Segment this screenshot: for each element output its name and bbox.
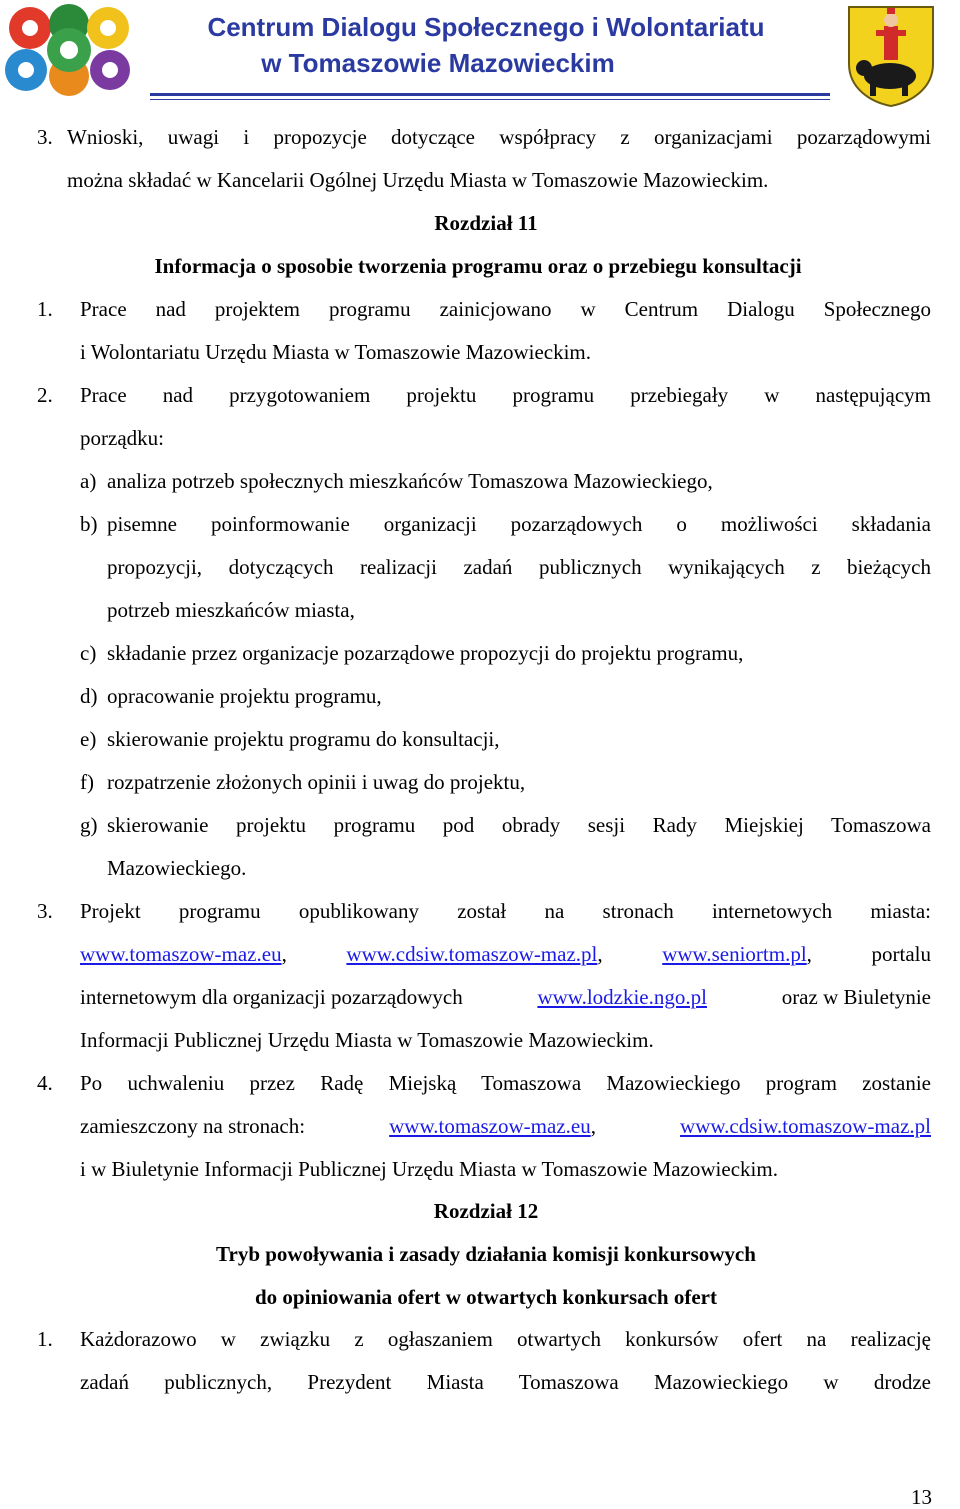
item-number: 4. (37, 1071, 53, 1095)
organization-name-line2: w Tomaszowie Mazowieckim (261, 48, 615, 78)
link-tomaszow-maz[interactable]: www.tomaszow-maz.eu (80, 942, 282, 966)
chapter-heading: Rozdział 12 (433, 1199, 539, 1223)
list-label: d) (80, 684, 98, 708)
list-label: b) (80, 512, 98, 536)
paragraph-line: i w Biuletynie Informacji Publicznej Urzędu Miasta w Tomaszowie Mazowieckim. (80, 1157, 778, 1181)
page-header (0, 0, 960, 110)
item-number: 3. (37, 125, 53, 149)
chapter-title: Tryb powoływania i zasady działania komisji konkursowych (216, 1242, 756, 1266)
paragraph-line: Wnioski, uwagi i propozycje dotyczące współpracy z organizacjami pozarządowymi (67, 125, 931, 149)
link-seniortm[interactable]: www.seniortm.pl (662, 942, 807, 966)
paragraph-line: Po uchwaleniu przez Radę Miejską Tomaszowa Mazowieckiego program zostanie (80, 1071, 931, 1095)
paragraph-line: Prace nad projektem programu zainicjowano w Centrum Dialogu Społecznego (80, 297, 931, 321)
list-label: e) (80, 727, 97, 751)
list-label: a) (80, 469, 97, 493)
list-item: pisemne poinformowanie organizacji pozarządowych o możliwości składania (107, 512, 931, 536)
paragraph-line: Każdorazowo w związku z ogłaszaniem otwartych konkursów ofert na realizację (80, 1327, 931, 1351)
paragraph-line: Informacji Publicznej Urzędu Miasta w Tomaszowie Mazowieckim. (80, 1028, 654, 1052)
list-label: g) (80, 813, 98, 837)
list-item: skierowanie projektu programu do konsultacji, (107, 727, 500, 751)
item-number: 1. (37, 1327, 53, 1351)
list-item: opracowanie projektu programu, (107, 684, 382, 708)
link-tomaszow-maz[interactable]: www.tomaszow-maz.eu (389, 1114, 591, 1138)
organization-name-line1: Centrum Dialogu Społecznego i Wolontariatu (207, 12, 765, 42)
paragraph-text: portalu (871, 942, 931, 966)
link-lodzkie-ngo[interactable]: www.lodzkie.ngo.pl (537, 985, 707, 1009)
city-coat-of-arms-icon (846, 4, 936, 108)
paragraph-line-links: zamieszczony na stronach: www.tomaszow-maz.eu, www.cdsiw.tomaszow-maz.pl (80, 1114, 931, 1138)
paragraph-line: i Wolontariatu Urzędu Miasta w Tomaszowie Mazowieckim. (80, 340, 592, 364)
item-number: 2. (37, 383, 53, 407)
page-number: 13 (911, 1485, 932, 1509)
header-rule-thick (150, 93, 830, 96)
paragraph-line: Projekt programu opublikowany został na stronach internetowych miasta: (80, 899, 931, 923)
link-cdsiw[interactable]: www.cdsiw.tomaszow-maz.pl (680, 1114, 931, 1138)
list-label: f) (80, 770, 94, 794)
paragraph-text: internetowym dla organizacji pozarządowych (80, 985, 463, 1009)
list-label: c) (80, 641, 97, 665)
paragraph-line: zadań publicznych, Prezydent Miasta Tomaszowa Mazowieckiego w drodze (80, 1370, 931, 1394)
chapter-title: do opiniowania ofert w otwartych konkursach ofert (255, 1285, 717, 1309)
list-item: skierowanie projektu programu pod obrady sesji Rady Miejskiej Tomaszowa (107, 813, 931, 837)
paragraph-line: można składać w Kancelarii Ogólnej Urzędu Miasta w Tomaszowie Mazowieckim. (67, 168, 769, 192)
chapter-title: Informacja o sposobie tworzenia programu oraz o przebiegu konsultacji (154, 254, 802, 278)
list-item-continuation: potrzeb mieszkańców miasta, (107, 598, 355, 622)
paragraph-text: oraz w Biuletynie (781, 985, 931, 1009)
list-item-continuation: Mazowieckiego. (107, 856, 247, 880)
paragraph-line: Prace nad przygotowaniem projektu programu przebiegały w następującym (80, 383, 931, 407)
link-cdsiw[interactable]: www.cdsiw.tomaszow-maz.pl (346, 942, 598, 966)
paragraph-line: porządku: (80, 426, 164, 450)
paragraph-line-links (80, 984, 931, 1010)
item-number: 1. (37, 297, 53, 321)
paragraph-line-links: www.tomaszow-maz.eu, www.cdsiw.tomaszow-maz.pl, www.seniortm.pl, portalu (80, 942, 931, 966)
item-number: 3. (37, 899, 53, 923)
list-item: rozpatrzenie złożonych opinii i uwag do projektu, (107, 770, 526, 794)
header-rule-thin (150, 99, 830, 100)
chapter-heading: Rozdział 11 (434, 211, 538, 235)
list-item: składanie przez organizacje pozarządowe propozycji do projektu programu, (107, 641, 744, 665)
paragraph-text: zamieszczony na stronach: (80, 1114, 306, 1138)
list-item-continuation: propozycji, dotyczących realizacji zadań publicznych wynikających z bieżących (107, 555, 931, 579)
list-item: analiza potrzeb społecznych mieszkańców Tomaszowa Mazowieckiego, (107, 469, 713, 493)
